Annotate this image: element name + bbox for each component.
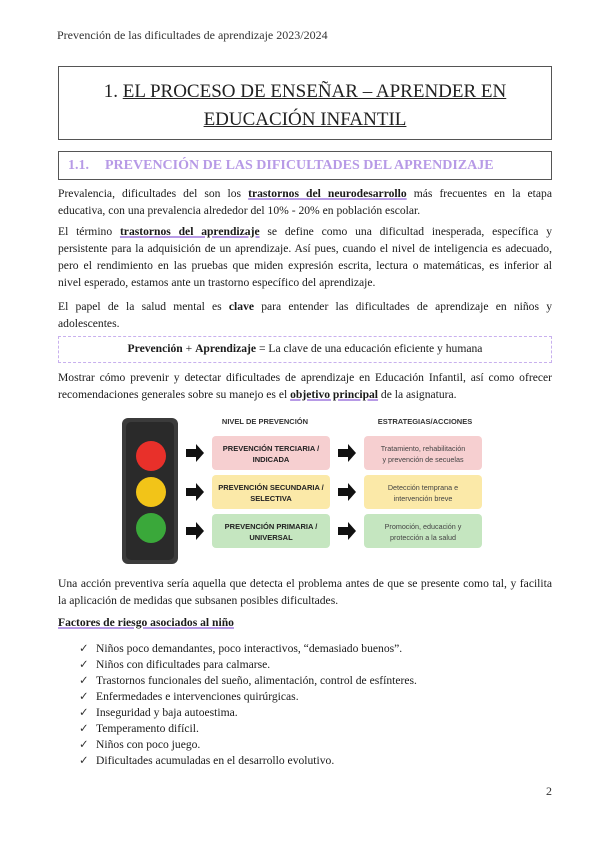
risk-factors-heading <box>58 616 234 629</box>
check-icon: ✓ <box>79 754 89 767</box>
list-item-text: Temperamento difícil. <box>96 722 199 735</box>
text-line: la aplicación de medidas que subsanen posibles dificultades. <box>58 594 339 607</box>
check-icon: ✓ <box>79 690 89 703</box>
text-run: El término <box>58 225 120 238</box>
section-title: PREVENCIÓN DE LAS DIFICULTADES DEL APRENDIZAJE <box>105 158 494 173</box>
list-item <box>79 721 199 737</box>
text-line: pero el rendimiento en las pruebas que miden expresión escrita, lectura o matemáticas, es inferior al <box>58 259 552 272</box>
page-number: 2 <box>546 784 552 798</box>
check-icon: ✓ <box>79 706 89 719</box>
level-primary-line1: PREVENCIÓN PRIMARIA / <box>224 522 318 531</box>
prevention-levels-figure <box>120 414 492 566</box>
paragraph-preventive-action <box>58 575 552 609</box>
text-run: para entender las dificultades de aprendizaje en niños y <box>254 300 553 313</box>
action-primary-line2: protección a la salud <box>390 533 456 542</box>
col1-header: NIVEL DE PREVENCIÓN <box>221 417 309 426</box>
page-header: Prevención de las dificultades de aprendizaje 2023/2024 <box>57 28 328 42</box>
action-box-primary <box>364 514 482 548</box>
list-item <box>79 641 402 657</box>
check-icon: ✓ <box>79 674 89 687</box>
text-line: Una acción preventiva sería aquella que detecta el problema antes de que se presente como tal, y facilita <box>58 577 552 590</box>
chapter-title-text-2: EDUCACIÓN INFANTIL <box>203 109 407 130</box>
callout-prevencion: Prevención <box>127 342 183 355</box>
risk-factors-title: Factores de riesgo asociados al niño <box>58 616 234 629</box>
arrow-icon <box>338 444 356 462</box>
level-primary-line2: UNIVERSAL <box>249 533 293 542</box>
chapter-title-box <box>58 66 552 140</box>
callout-plus: + <box>182 342 196 355</box>
action-primary-line1: Promoción, educación y <box>384 522 462 531</box>
level-tertiary-line2: INDICADA <box>252 455 290 464</box>
list-item-text: Enfermedades e intervenciones quirúrgicas. <box>96 690 299 703</box>
text-run: Prevalencia, dificultades del son los <box>58 187 249 200</box>
list-item <box>79 737 200 753</box>
list-item-text: Niños con poco juego. <box>96 738 201 751</box>
list-item-text: Inseguridad y baja autoestima. <box>96 706 238 719</box>
key-message-callout <box>58 336 552 363</box>
text-run: de la asignatura. <box>378 388 457 401</box>
paragraph-prevalence <box>58 185 552 219</box>
action-tertiary-line2: y prevención de secuelas <box>382 455 464 464</box>
paragraph-objective <box>58 369 552 403</box>
keyword-trastornos-aprendizaje: trastornos del aprendizaje <box>119 225 260 238</box>
text-run: más frecuentes en la etapa <box>406 187 552 200</box>
arrow-icon <box>186 483 204 501</box>
action-tertiary-line1: Tratamiento, rehabilitación <box>380 444 466 453</box>
action-secondary-line1: Detección temprana e <box>387 483 459 492</box>
level-box-primary <box>212 514 330 548</box>
callout-aprendizaje: Aprendizaje <box>195 342 257 355</box>
list-item-text: Dificultades acumuladas en el desarrollo evolutivo. <box>96 754 335 767</box>
list-item-text: Niños poco demandantes, poco interactivos, “demasiado buenos”. <box>96 642 403 655</box>
check-icon: ✓ <box>79 722 89 735</box>
paragraph-mental-health <box>58 298 552 332</box>
section-heading-box <box>58 151 552 180</box>
check-icon: ✓ <box>79 642 89 655</box>
section-number: 1.1. <box>68 158 89 173</box>
check-icon: ✓ <box>79 738 89 751</box>
paragraph-definition <box>58 223 552 291</box>
col2-header: ESTRATEGIAS/ACCIONES <box>377 417 473 426</box>
list-item <box>79 657 270 673</box>
arrow-icon <box>186 522 204 540</box>
text-line: nivel esperado, estamos ante un trastorno específico del aprendizaje. <box>58 276 376 289</box>
list-item-text: Trastornos funcionales del sueño, alimentación, control de esfínteres. <box>96 674 417 687</box>
keyword-clave: clave <box>228 300 255 313</box>
keyword-objetivo: objetivo principal <box>290 388 379 401</box>
level-box-secondary <box>212 475 330 509</box>
keyword-neurodesarrollo: trastornos del neurodesarrollo <box>248 187 407 200</box>
text-run: El papel de la salud mental es <box>58 300 229 313</box>
level-box-tertiary <box>212 436 330 470</box>
arrow-icon <box>186 444 204 462</box>
chapter-title-text-1: EL PROCESO DE ENSEÑAR – APRENDER EN <box>122 81 507 102</box>
list-item <box>79 689 299 705</box>
level-secondary-line2: SELECTIVA <box>250 494 292 503</box>
text-line: educativa, con una prevalencia alrededor del 10% - 20% en población escolar. <box>58 204 421 217</box>
text-line: adolescentes. <box>58 317 120 330</box>
text-run: recomendaciones generales sobre su manejo es el <box>58 388 291 401</box>
green-light-icon <box>136 513 166 543</box>
arrow-icon <box>338 483 356 501</box>
yellow-light-icon <box>136 477 166 507</box>
text-line: persistente para la adquisición de un aprendizaje. Así pues, cuando el nivel de inteligencia es adecuado, <box>58 242 552 255</box>
check-icon: ✓ <box>79 658 89 671</box>
level-tertiary-line1: PREVENCIÓN TERCIARIA / <box>222 444 320 453</box>
level-secondary-line1: PREVENCIÓN SECUNDARIA / <box>218 483 324 492</box>
text-run: se define como una dificultad inesperada, específica y <box>259 225 552 238</box>
callout-rest: = La clave de una educación eficiente y humana <box>256 342 483 355</box>
action-secondary-line2: intervención breve <box>393 494 453 503</box>
chapter-title-line-2 <box>59 109 551 131</box>
chapter-title-line-1 <box>59 81 551 103</box>
list-item-text: Niños con dificultades para calmarse. <box>96 658 271 671</box>
list-item <box>79 705 238 721</box>
text-line: Mostrar cómo prevenir y detectar dificultades de aprendizaje en Educación Infantil, así como ofrecer <box>58 371 552 384</box>
action-box-secondary <box>364 475 482 509</box>
list-item <box>79 753 334 769</box>
action-box-tertiary <box>364 436 482 470</box>
arrow-icon <box>338 522 356 540</box>
red-light-icon <box>136 441 166 471</box>
list-item <box>79 673 417 689</box>
chapter-number: 1. <box>103 81 118 102</box>
